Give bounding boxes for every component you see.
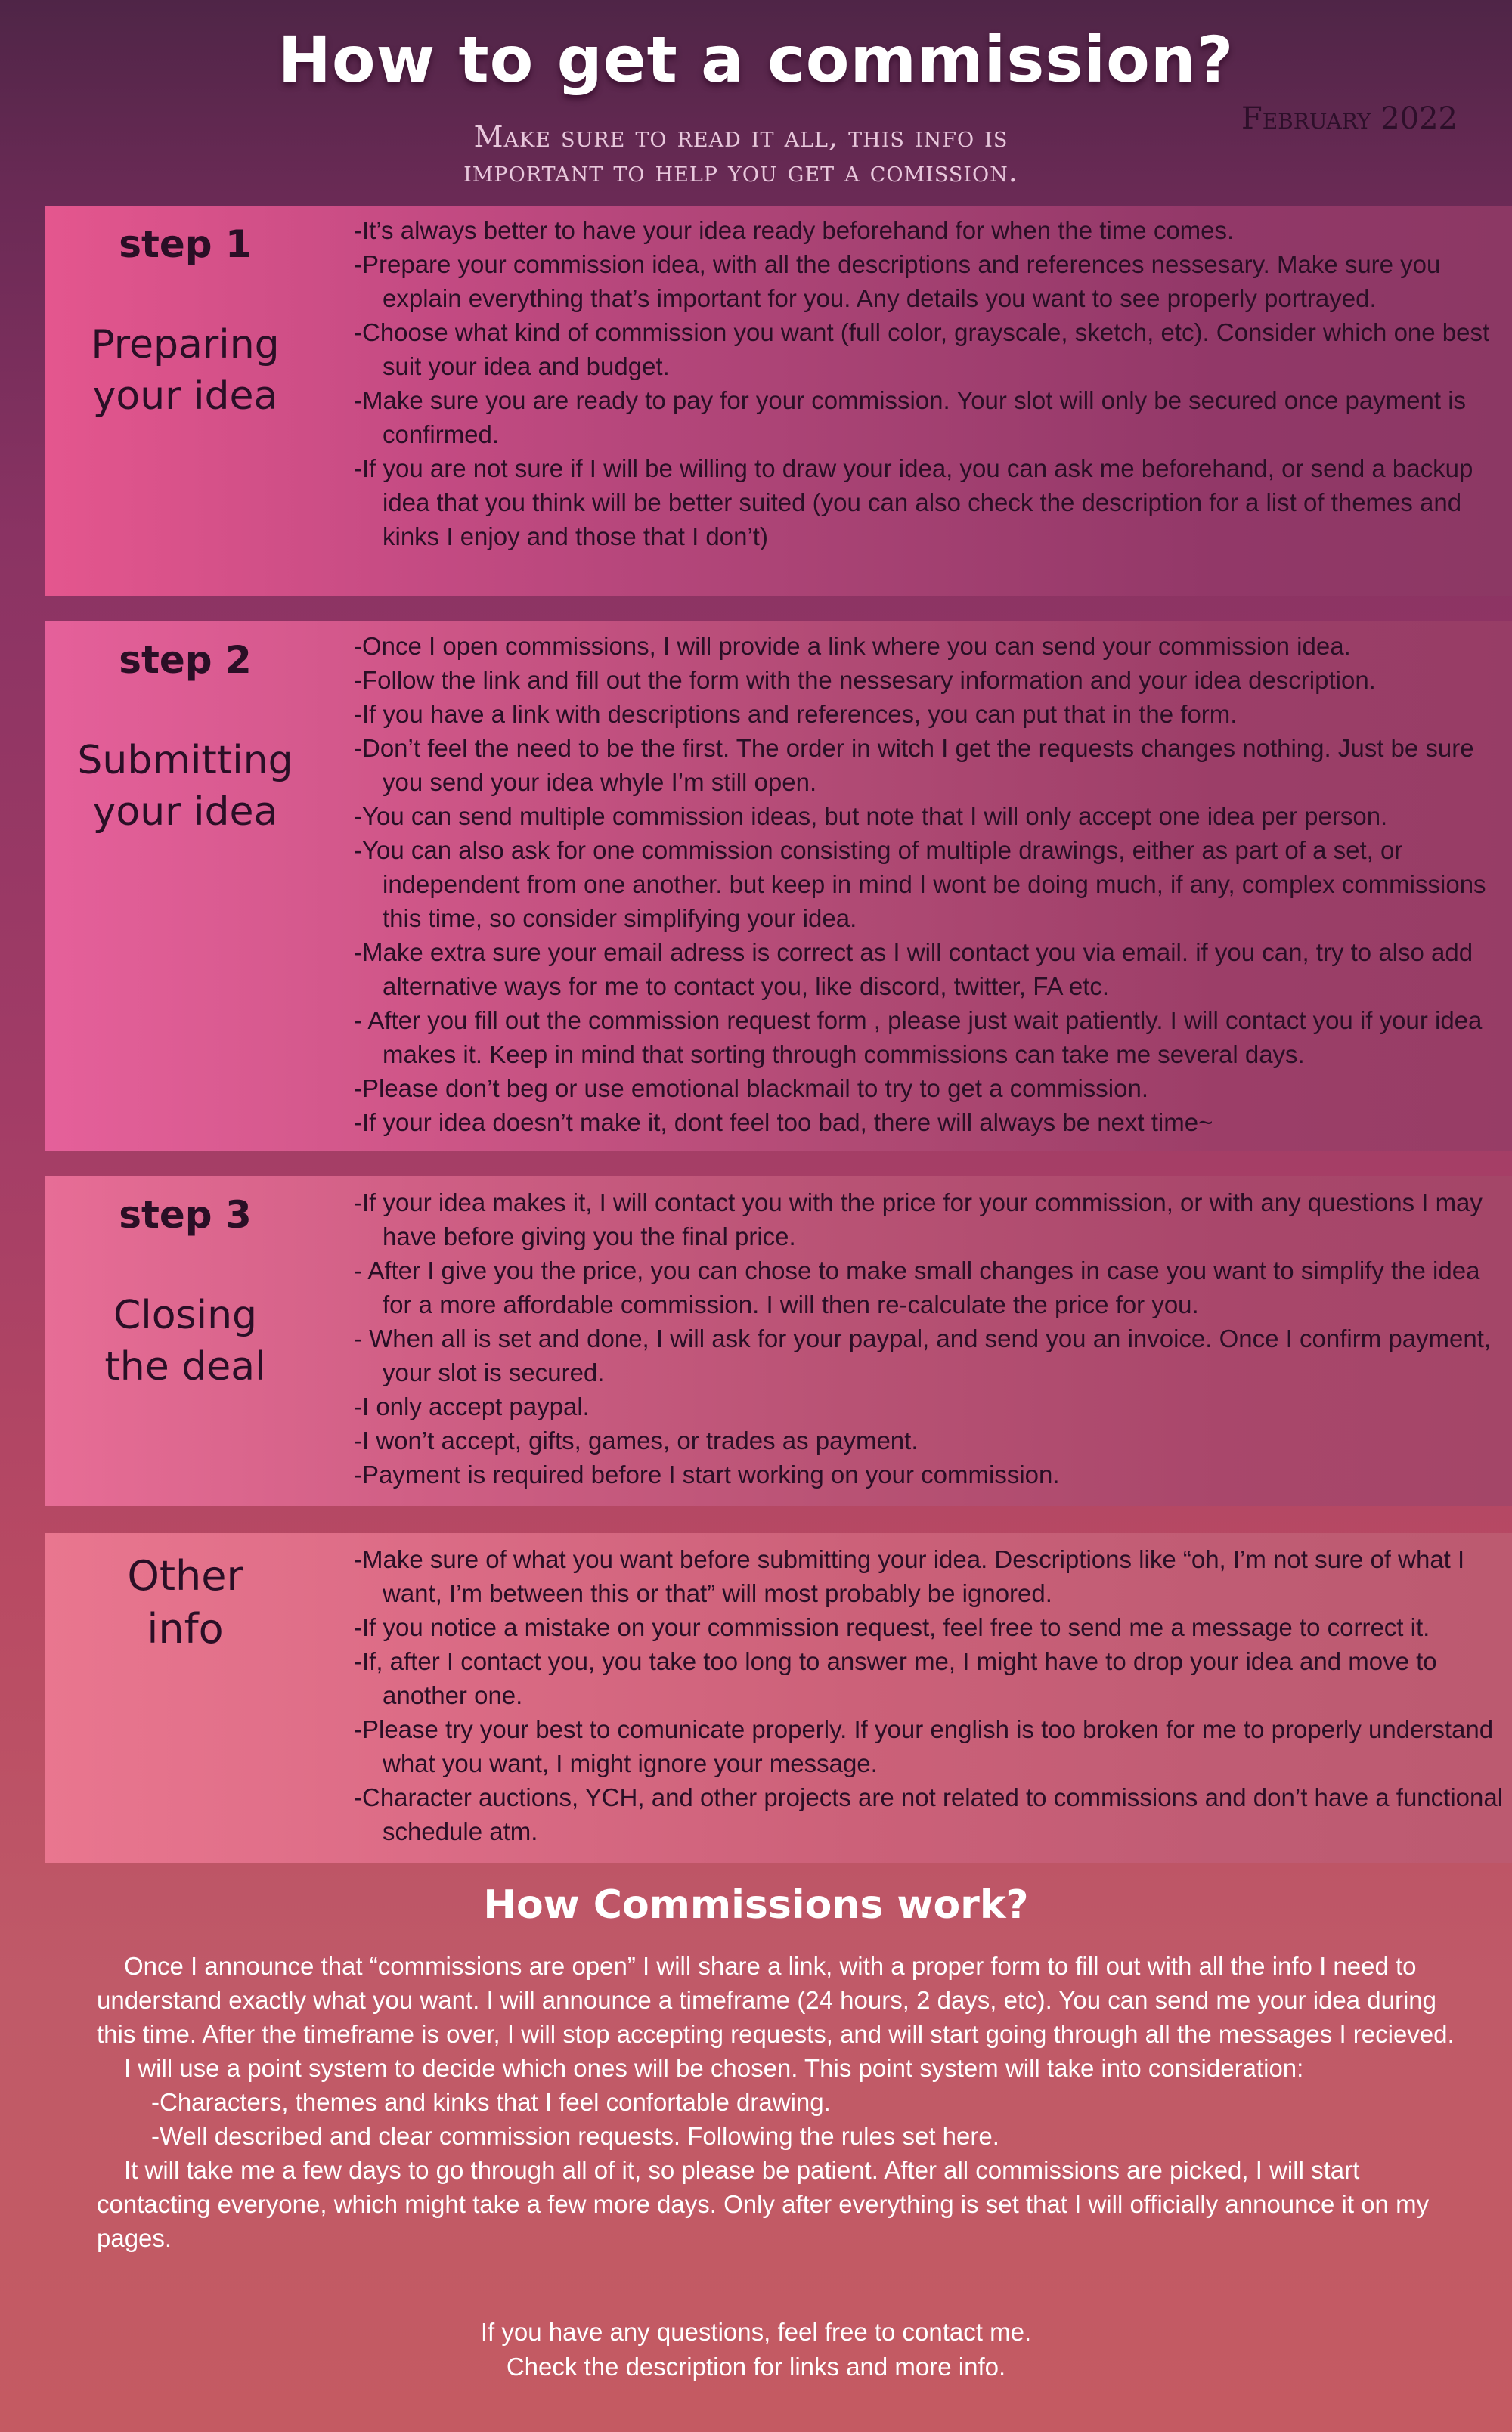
list-item: -Make sure of what you want before submitting your idea. Descriptions like “oh, I’m not sure of what I want, I’m between this or that” will most probably be ignored. [354, 1545, 1465, 1607]
list-item: -If you notice a mistake on your commission request, feel free to send me a message to correct it. [354, 1613, 1430, 1641]
section-other-info [45, 1533, 1512, 1863]
step-number: step 1 [119, 222, 252, 266]
list-item: -If your idea makes it, I will contact you with the price for your commission, or with any questions I may have before giving you the final price. [354, 1188, 1483, 1250]
list-item: -Please try your best to comunicate properly. If your english is too broken for me to properly understand what you want, I might ignore your message. [354, 1715, 1494, 1777]
date-label: February 2022 [1241, 101, 1458, 136]
step-number: step 2 [119, 638, 252, 682]
list-item: -Please don’t beg or use emotional blackmail to try to get a commission. [354, 1074, 1149, 1102]
list-item: -Prepare your commission idea, with all the descriptions and references nessesary. Make sure you explain everything that’s important for you. Any details you want to see properly portrayed. [354, 250, 1441, 312]
how-commissions-body [97, 1949, 1473, 2255]
page-title: How to get a commission? [277, 23, 1235, 97]
list-item: -Character auctions, YCH, and other projects are not related to commissions and don’t have a functional schedule atm. [354, 1783, 1504, 1845]
list-item: -Once I open commissions, I will provide a link where you can send your commission idea. [354, 632, 1351, 660]
step-title [45, 319, 325, 422]
list-item: -I only accept paypal. [354, 1393, 590, 1420]
section-label [45, 1533, 325, 1656]
footer-note [0, 2315, 1512, 2384]
step-title-line: info [147, 1605, 224, 1653]
step-title [45, 1290, 325, 1393]
criteria-item: -Well described and clear commission requests. Following the rules set here. [151, 2122, 999, 2150]
step-title-line: Submitting [77, 738, 293, 783]
how-commissions-heading: How Commissions work? [483, 1882, 1029, 1928]
list-item: - After you fill out the commission request form , please just wait patiently. I will contact you if your idea makes it. Keep in mind that sorting through commissions can take me several days. [354, 1006, 1483, 1068]
list-item: -Follow the link and fill out the form with the nessesary information and your idea description. [354, 666, 1376, 694]
paragraph: I will use a point system to decide which ones will be chosen. This point system will take into consideration: [124, 2054, 1304, 2082]
section-list [354, 1542, 1504, 1848]
step-title-line: your idea [92, 373, 278, 419]
section-closing-deal [45, 1176, 1512, 1506]
list-item: -It’s always better to have your idea ready beforehand for when the time comes. [354, 216, 1235, 244]
list-item: -If your idea doesn’t make it, dont feel too bad, there will always be next time~ [354, 1108, 1213, 1136]
section-list [354, 1185, 1504, 1492]
list-item: -If you are not sure if I will be willing to draw your idea, you can ask me beforehand, or send a backup idea that you think will be better suited (you can also check the description for a list of themes and kinks I enjoy and those that I don’t) [354, 454, 1473, 550]
subtitle-line: Make sure to read it all, this info is [473, 120, 1009, 153]
section-preparing-idea [45, 206, 1512, 596]
criteria-item: -Characters, themes and kinks that I feel confortable drawing. [151, 2088, 831, 2116]
list-item: - When all is set and done, I will ask for your paypal, and send you an invoice. Once I confirm payment, your slot is secured. [354, 1324, 1492, 1386]
step-number: step 3 [119, 1193, 252, 1237]
section-submitting-idea [45, 621, 1512, 1151]
step-title-line: your idea [92, 789, 278, 835]
list-item: -I won’t accept, gifts, games, or trades as payment. [354, 1427, 919, 1455]
section-list [354, 213, 1504, 553]
footer-line: If you have any questions, feel free to contact me. [480, 2318, 1032, 2346]
list-item: -Choose what kind of commission you want (full color, grayscale, sketch, etc). Consider which one best suit your idea and budget. [354, 318, 1490, 380]
step-title-line: Closing [113, 1293, 258, 1338]
section-list [354, 629, 1504, 1139]
list-item: -If you have a link with descriptions and references, you can put that in the form. [354, 700, 1238, 728]
section-label [45, 621, 325, 838]
subtitle-line: important to help you get a comission. [463, 155, 1018, 188]
step-title-line: Other [127, 1552, 243, 1600]
list-item: -Don’t feel the need to be the first. The order in witch I get the requests changes nothing. Just be sure you send your idea whyle I’m still open. [354, 734, 1474, 796]
list-item: -You can also ask for one commission consisting of multiple drawings, either as part of a set, or independent from one another. but keep in mind I wont be doing much, if any, complex commissions this time, so consider simplifying your idea. [354, 836, 1486, 932]
section-label [45, 206, 325, 422]
step-title-line: the deal [104, 1344, 266, 1389]
step-title [45, 1550, 325, 1656]
paragraph: It will take me a few days to go through all of it, so please be patient. After all commissions are picked, I will start contacting everyone, which might take a few more days. Only after everything is set that I will officially announce it on my pages. [97, 2156, 1430, 2252]
list-item: - After I give you the price, you can chose to make small changes in case you want to simplify the idea for a more affordable commission. I will then re-calculate the price for you. [354, 1256, 1480, 1318]
list-item: -Payment is required before I start working on your commission. [354, 1461, 1060, 1489]
list-item: -Make extra sure your email adress is correct as I will contact you via email. if you can, try to also add alternative ways for me to contact you, like discord, twitter, FA etc. [354, 938, 1473, 1000]
footer-line: Check the description for links and more info. [506, 2353, 1006, 2381]
step-title-line: Preparing [91, 322, 280, 367]
list-item: -You can send multiple commission ideas, but note that I will only accept one idea per person. [354, 802, 1388, 830]
section-label [45, 1176, 325, 1393]
list-item: -Make sure you are ready to pay for your commission. Your slot will only be secured once payment is confirmed. [354, 386, 1467, 448]
paragraph: Once I announce that “commissions are open” I will share a link, with a proper form to fill out with all the info I need to understand exactly what you want. I will announce a timeframe (24 hours, 2 days, etc). You can send me your idea during this time. After the timeframe is over, I will stop accepting requests, and will start going through all the messages I recieved. [97, 1952, 1455, 2048]
step-title [45, 735, 325, 838]
list-item: -If, after I contact you, you take too long to answer me, I might have to drop your idea and move to another one. [354, 1647, 1437, 1709]
